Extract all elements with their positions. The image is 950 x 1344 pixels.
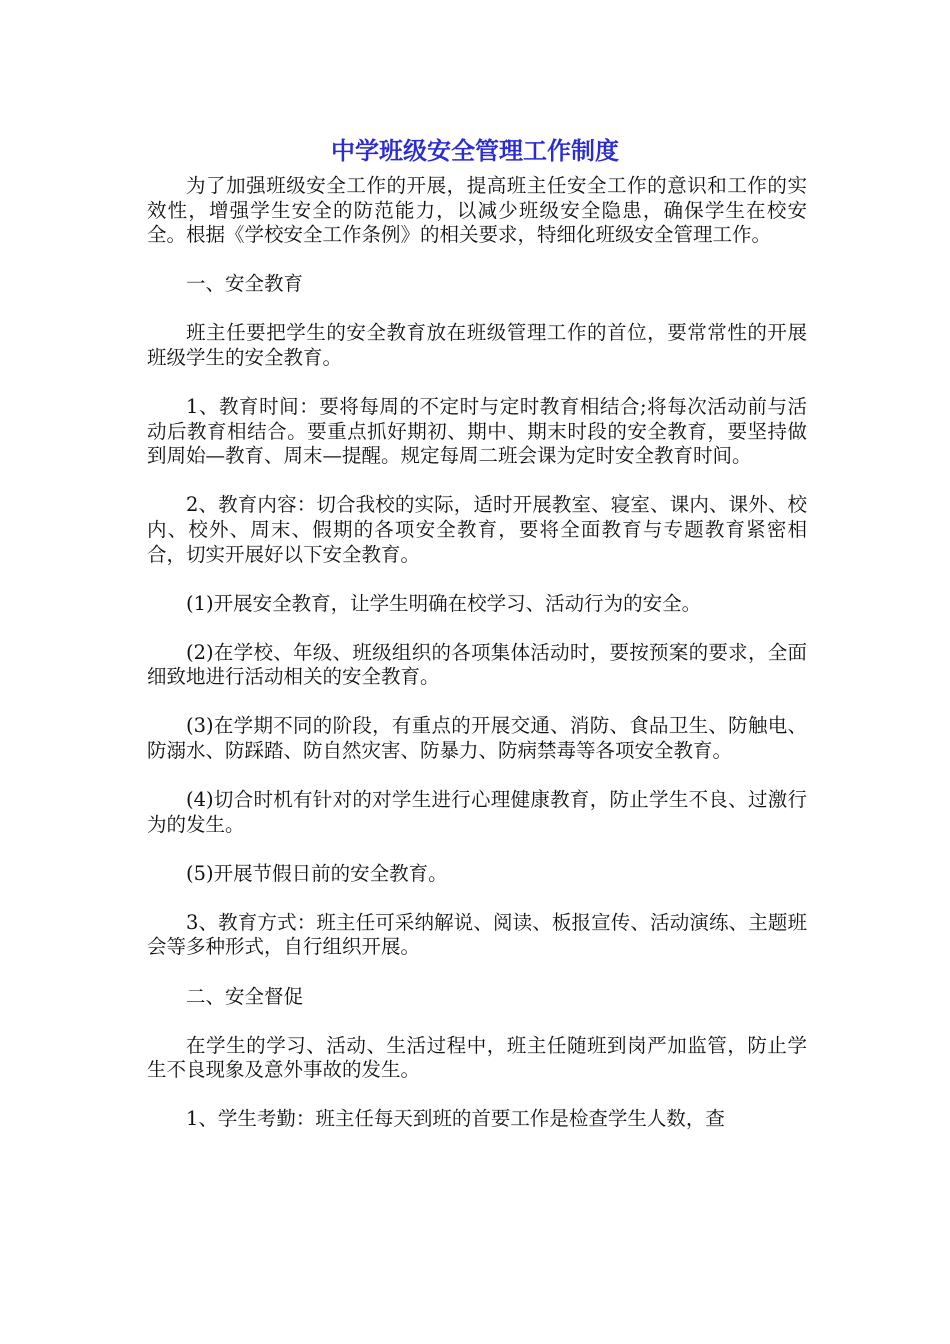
paragraph-education-method: 3、教育方式：班主任可采纳解说、阅读、板报宣传、活动演练、主题班会等多种形式，自行组织开展。: [147, 910, 807, 959]
paragraph: 班主任要把学生的安全教育放在班级管理工作的首位，要常常性的开展班级学生的安全教育。: [147, 321, 807, 369]
list-item: (4)切合时机有针对的对学生进行心理健康教育，防止学生不良、过激行为的发生。: [147, 788, 807, 836]
section-heading-safety-education: 一、安全教育: [186, 272, 304, 296]
section-heading-safety-supervision: 二、安全督促: [186, 984, 304, 1008]
paragraph: 在学生的学习、活动、生活过程中，班主任随班到岗严加监管，防止学生不良现象及意外事故的发生。: [147, 1033, 807, 1082]
paragraph-attendance: 1、学生考勤：班主任每天到班的首要工作是检查学生人数，查: [186, 1107, 725, 1131]
list-item: (2)在学校、年级、班级组织的各项集体活动时，要按预案的要求，全面细致地进行活动相关的安全教育。: [147, 640, 807, 689]
paragraph-education-content: 2、教育内容：切合我校的实际，适时开展教室、寝室、课内、课外、校内、校外、周末、假期的各项安全教育，要将全面教育与专题教育紧密相合，切实开展好以下安全教育。: [147, 493, 807, 566]
list-item: (3)在学期不同的阶段，有重点的开展交通、消防、食品卫生、防触电、防溺水、防踩踏、防自然灾害、防暴力、防病禁毒等各项安全教育。: [147, 714, 807, 762]
paragraph-intro: 为了加强班级安全工作的开展，提高班主任安全工作的意识和工作的实效性，增强学生安全的防范能力，以减少班级安全隐患，确保学生在校安全。根据《学校安全工作条例》的相关要求，特细化班级安全管理工作。: [147, 174, 807, 247]
list-item: (5)开展节假日前的安全教育。: [186, 861, 448, 885]
list-item: (1)开展安全教育，让学生明确在校学习、活动行为的安全。: [186, 591, 702, 615]
paragraph-education-time: 1、教育时间：要将每周的不定时与定时教育相结合;将每次活动前与活动后教育相结合。要重点抓好期初、期中、期末时段的安全教育，要坚持做到周始—教育、周末—提醒。规定每周二班会课为定时安全教育时间。: [147, 395, 807, 468]
document-body: [147, 174, 807, 1156]
document-title: 中学班级安全管理工作制度: [331, 137, 619, 165]
